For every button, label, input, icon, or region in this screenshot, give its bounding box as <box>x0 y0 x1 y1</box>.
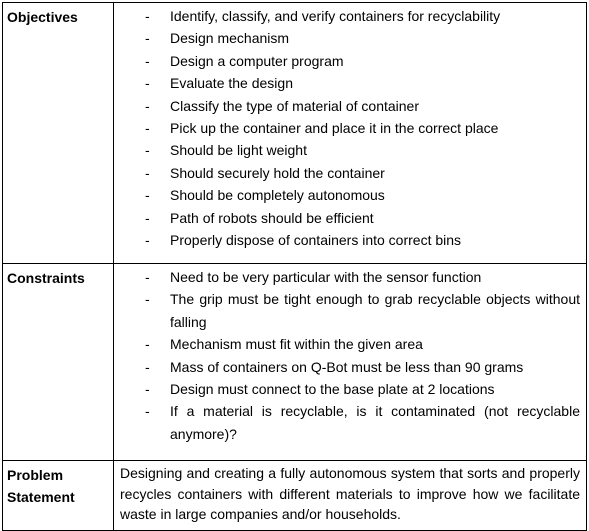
constraints-row <box>3 264 587 461</box>
constraint-item: - If a material is recyclable, is it contaminated (not recyclable anymore)? <box>145 403 580 442</box>
constraint-item: - Design must connect to the base plate at 2 locations <box>145 381 495 398</box>
objectives-row <box>3 3 587 264</box>
constraint-item: - Mass of containers on Q-Bot must be less than 90 grams <box>145 358 524 375</box>
constraints-list <box>114 266 580 445</box>
constraint-item: - The grip must be tight enough to grab recyclable objects without falling <box>145 291 580 330</box>
constraints-label: Constraints <box>3 264 114 461</box>
problem-statement-label <box>3 461 114 531</box>
objective-item: - Should be completely autonomous <box>145 187 385 204</box>
problem-statement-text: Designing and creating a fully autonomous system that sorts and properly recycles containers with different materials to improve how we facilitate waste in large companies and/or households. <box>120 465 580 522</box>
problem-statement-cell <box>114 461 587 531</box>
objective-item: - Design mechanism <box>145 30 290 47</box>
constraint-item: - Mechanism must fit within the given area <box>145 336 423 353</box>
objectives-cell <box>114 3 587 264</box>
objective-item: - Should be light weight <box>145 142 307 159</box>
objective-item: - Design a computer program <box>145 52 344 69</box>
objective-item: - Path of robots should be efficient <box>145 209 374 226</box>
objective-item: - Pick up the container and place it in the correct place <box>145 120 499 137</box>
objective-item: - Should securely hold the container <box>145 164 385 181</box>
objectives-label: Objectives <box>3 3 114 264</box>
objectives-list <box>114 5 580 251</box>
constraints-cell <box>114 264 587 461</box>
constraint-item: - Need to be very particular with the sensor function <box>145 269 482 285</box>
objective-item: - Evaluate the design <box>145 75 293 92</box>
objective-item: - Classify the type of material of container <box>145 97 420 114</box>
problem-label-line2: Statement <box>7 489 75 505</box>
problem-statement-row <box>3 461 587 531</box>
design-criteria-table <box>2 2 587 531</box>
problem-label-line1: Problem <box>7 467 64 483</box>
objective-item: - Identify, classify, and verify containers for recyclability <box>145 8 501 24</box>
objective-item: - Properly dispose of containers into correct bins <box>145 232 462 249</box>
